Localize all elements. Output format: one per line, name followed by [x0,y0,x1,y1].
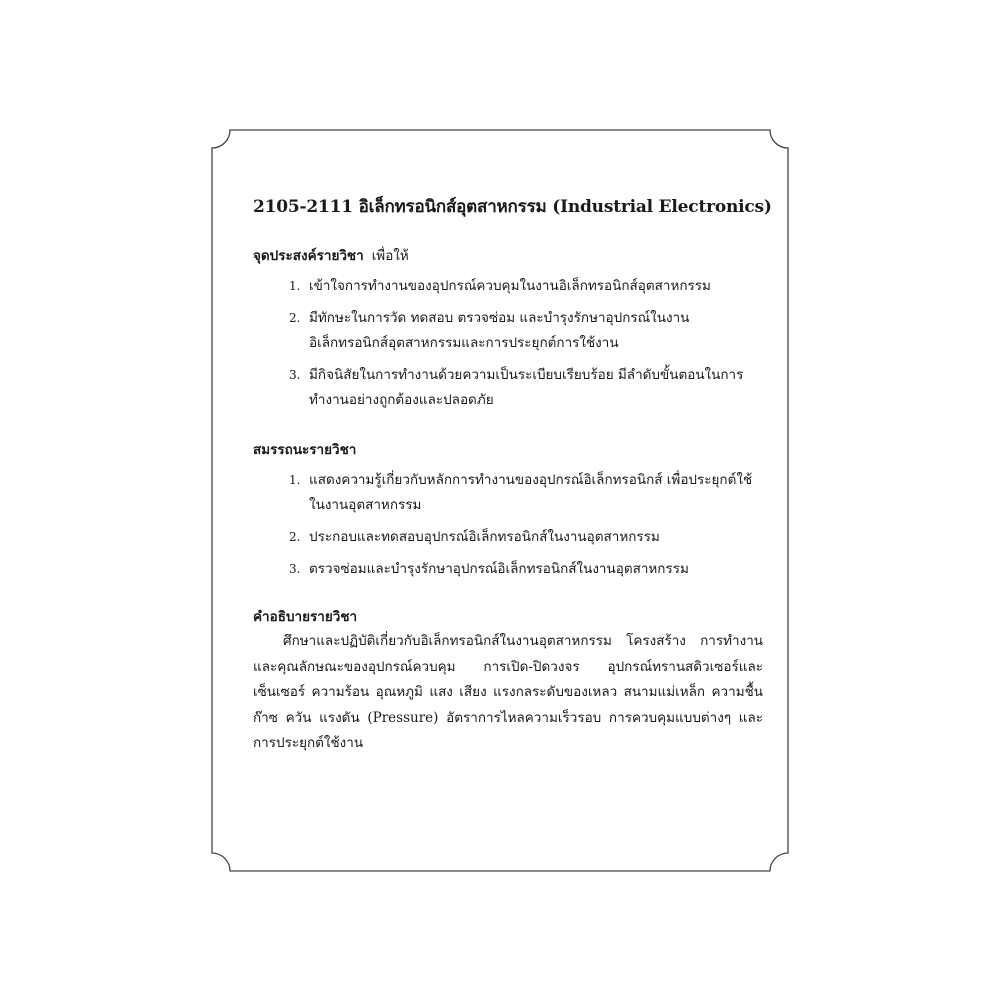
list-item [253,525,763,550]
item-text: แสดงความรู้เกี่ยวกับหลักการทำงานของอุปกรณ์อิเล็กทรอนิกส์ เพื่อประยุกต์ใช้ในงานอุตสาหกรรม [309,472,753,513]
list-item [253,557,763,582]
objectives-heading-suffix: เพื่อให้ [371,248,409,264]
list-item [253,306,763,356]
list-item [253,274,763,299]
document-content [253,192,772,757]
competencies-section [253,438,763,582]
objectives-heading-text: จุดประสงค์รายวิชา [253,248,364,264]
competencies-heading: สมรรถนะรายวิชา [253,442,357,458]
item-number: 3. [289,368,301,382]
description-heading: คำอธิบายรายวิชา [253,609,358,625]
competencies-list [253,468,763,582]
item-number: 3. [289,562,301,576]
item-number: 1. [289,473,301,487]
item-text: ตรวจซ่อมและบำรุงรักษาอุปกรณ์อิเล็กทรอนิกส์ในงานอุตสาหกรรม [309,561,689,577]
item-text: มีทักษะในการวัด ทดสอบ ตรวจซ่อม และบำรุงรักษาอุปกรณ์ในงานอิเล็กทรอนิกส์อุตสาหกรรมและการประยุกต์การใช้งาน [309,310,690,351]
item-text: ประกอบและทดสอบอุปกรณ์อิเล็กทรอนิกส์ในงานอุตสาหกรรม [309,529,660,545]
item-number: 1. [289,279,301,293]
objectives-list [253,274,763,413]
description-section [253,605,763,757]
description-paragraph: ศึกษาและปฏิบัติเกี่ยวกับอิเล็กทรอนิกส์ในงานอุตสาหกรรม โครงสร้าง การทำงาน และคุณลักษณะของอุปกรณ์ควบคุม การเปิด-ปิดวงจร อุปกรณ์ทรานสดิวเซอร์และเซ็นเซอร์ ความร้อน อุณหภูมิ แสง เสียง แรงกลระดับของเหลว สนามแม่เหล็ก ความชื้น ก๊าซ ควัน แรงดัน (Pressure) อัตราการไหลความเร็วรอบ การควบคุมแบบต่างๆ และการประยุกต์ใช้งาน [253,633,763,751]
item-number: 2. [289,311,301,325]
item-text: มีกิจนิสัยในการทำงานด้วยความเป็นระเบียบเรียบร้อย มีลำดับขั้นตอนในการทำงานอย่างถูกต้องและปลอดภัย [309,367,744,408]
objectives-heading [253,244,763,268]
list-item [253,468,763,518]
course-title: 2105-2111 อิเล็กทรอนิกส์อุตสาหกรรม (Industrial Electronics) [253,197,772,217]
objectives-section [253,244,763,413]
item-text: เข้าใจการทำงานของอุปกรณ์ควบคุมในงานอิเล็กทรอนิกส์อุตสาหกรรม [309,278,711,294]
list-item [253,363,763,413]
item-number: 2. [289,530,301,544]
